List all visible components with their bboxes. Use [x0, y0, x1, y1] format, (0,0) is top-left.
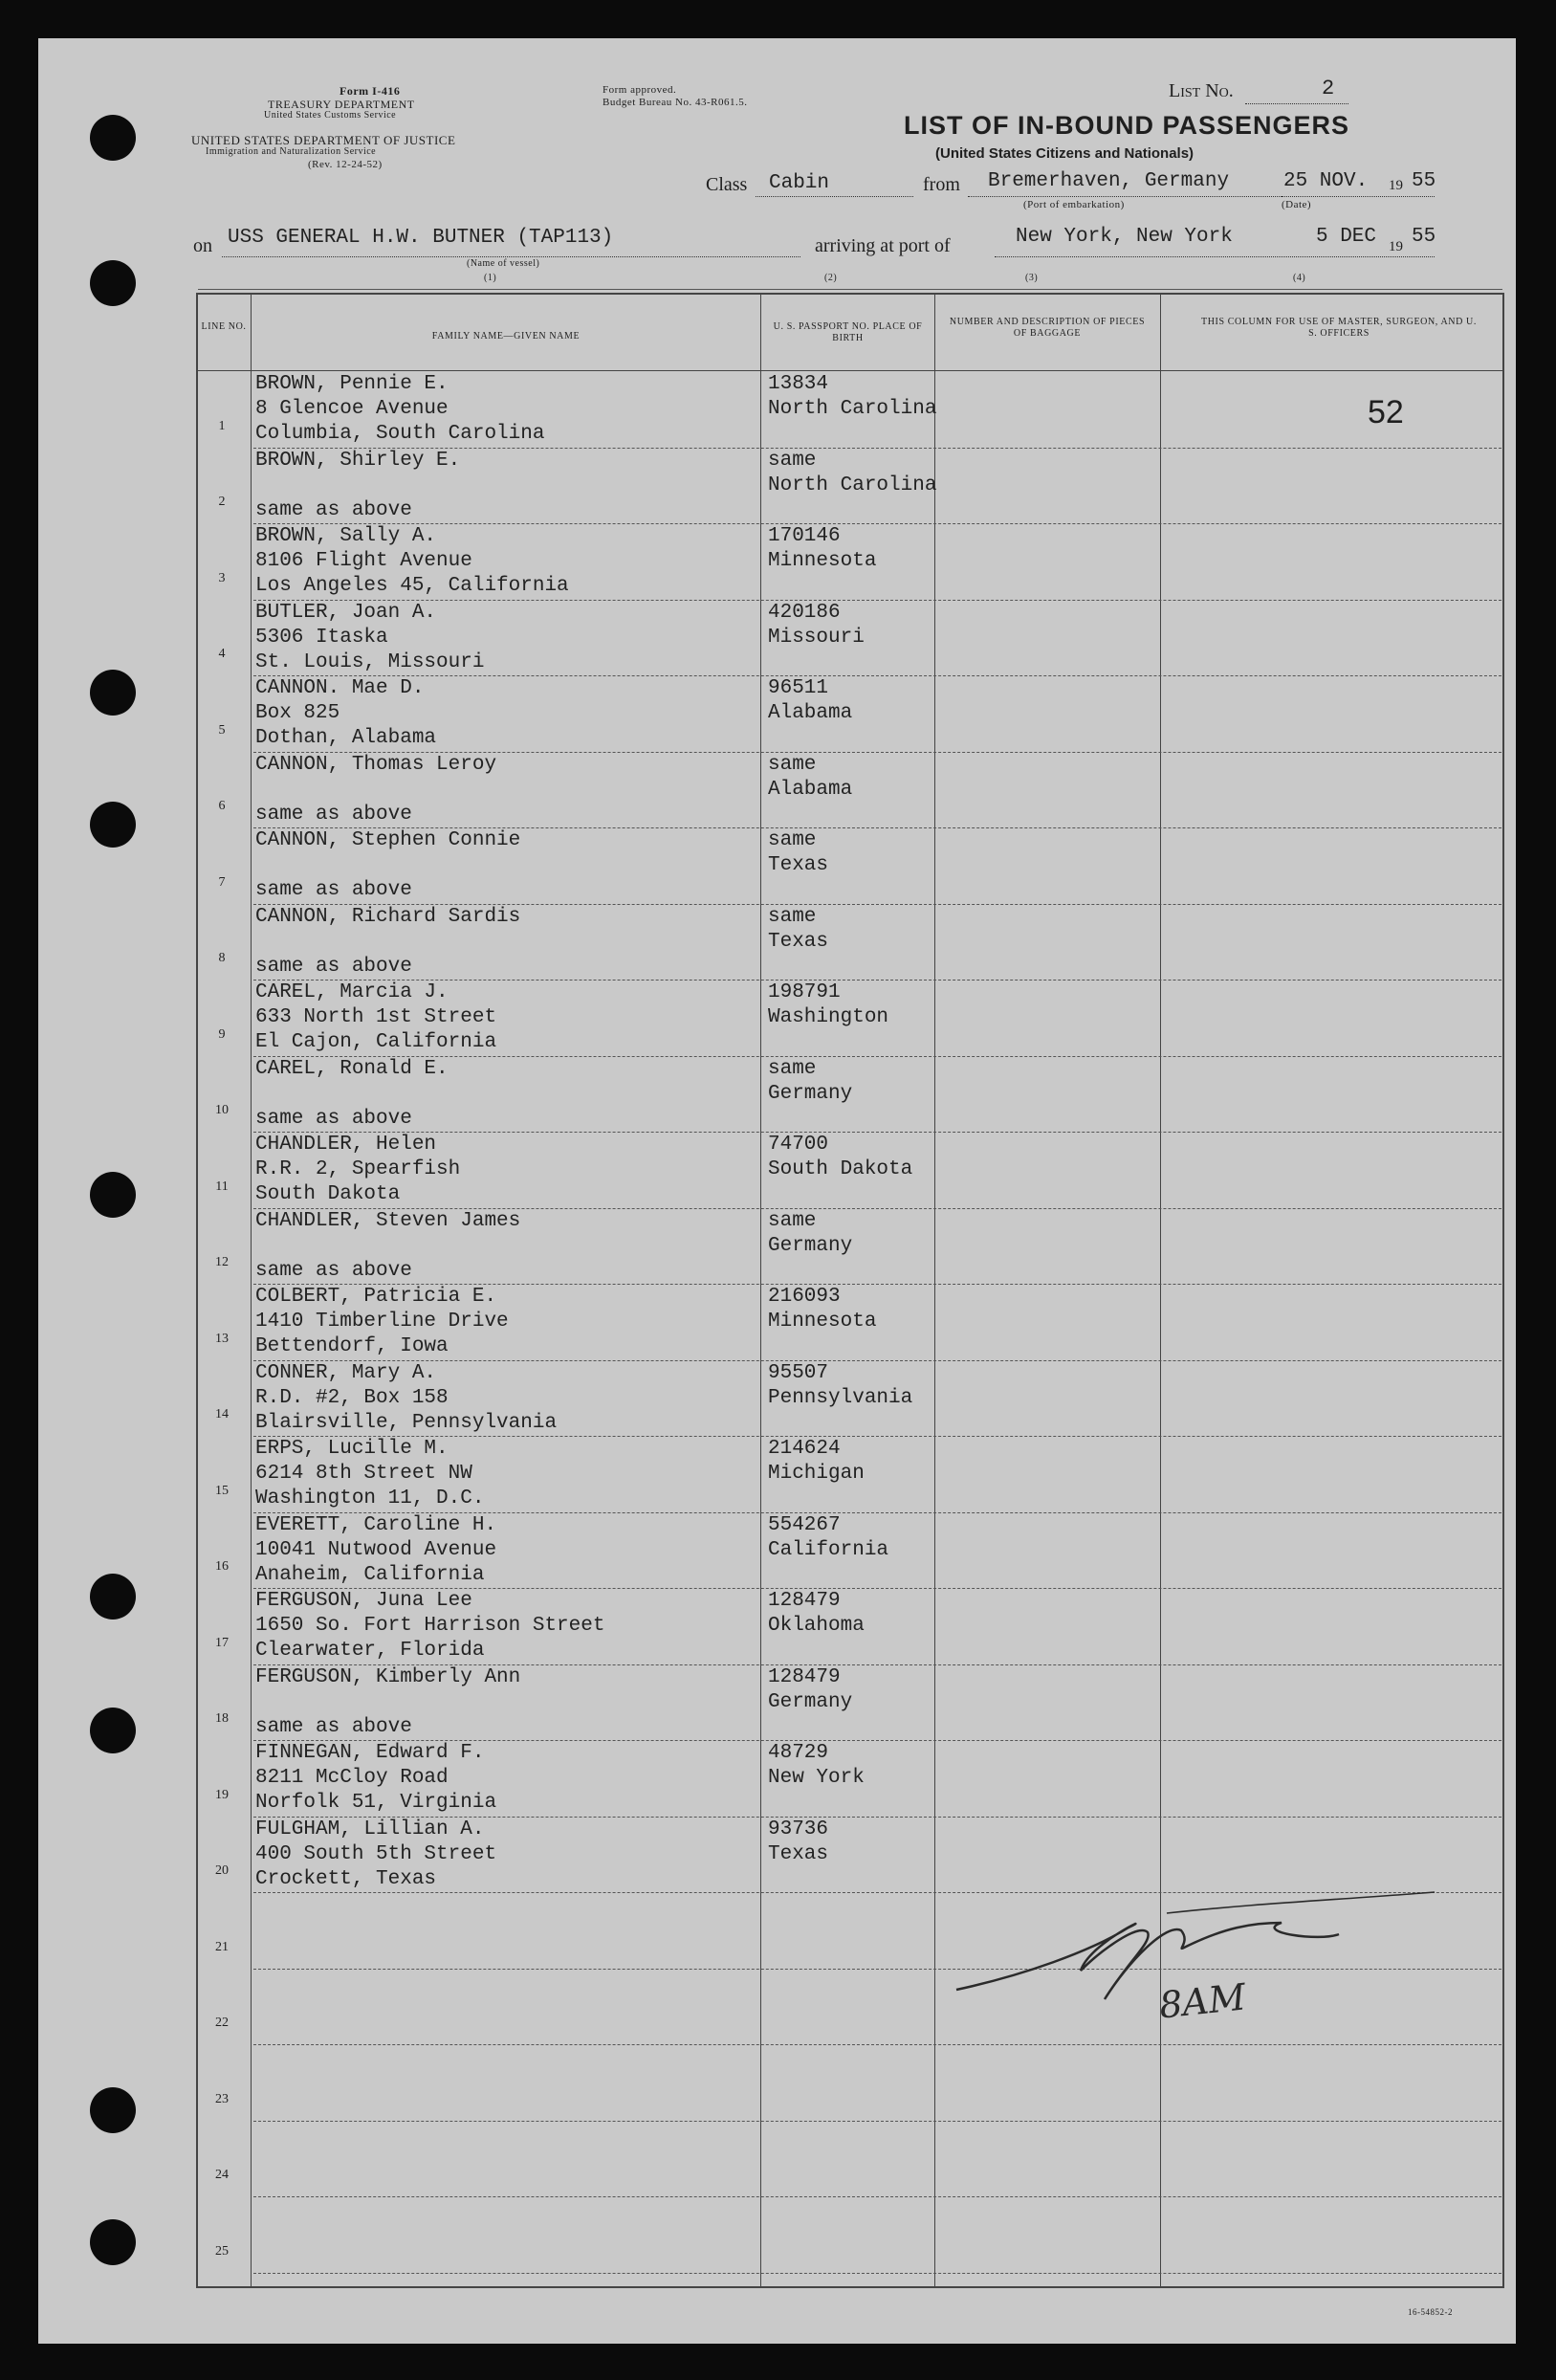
- passport-number: 128479: [768, 1665, 841, 1688]
- form-approved: Form approved.: [603, 84, 677, 96]
- passport-entry: [768, 600, 931, 676]
- passenger-address: 400 South 5th Street: [255, 1842, 497, 1865]
- place-of-birth: Germany: [768, 1234, 853, 1257]
- dept-treasury: TREASURY DEPARTMENT: [268, 98, 415, 111]
- passenger-entry: [255, 1817, 753, 1893]
- passenger-address: 633 North 1st Street: [255, 1006, 497, 1028]
- line-number: 10: [215, 1103, 229, 1117]
- vessel-line: [222, 256, 800, 257]
- passport-number: 170146: [768, 525, 841, 547]
- passenger-address: El Cajon, California: [255, 1031, 497, 1053]
- passenger-address: Crockett, Texas: [255, 1867, 437, 1890]
- passport-entry: [768, 1817, 931, 1893]
- passport-number: 74700: [768, 1134, 829, 1156]
- passport-entry: [768, 675, 931, 752]
- col-num-2: (2): [824, 273, 838, 283]
- passenger-name: CANNON, Thomas Leroy: [255, 753, 497, 776]
- passport-entry: [768, 1892, 931, 1969]
- place-of-birth: Pennsylvania: [768, 1386, 913, 1409]
- embarkation-century: 19: [1389, 178, 1403, 193]
- arrival-century: 19: [1389, 239, 1403, 254]
- passenger-name: CONNER, Mary A.: [255, 1361, 437, 1384]
- document-title: LIST OF IN-BOUND PASSENGERS: [904, 111, 1350, 140]
- passenger-name: CAREL, Marcia J.: [255, 981, 449, 1003]
- passport-entry: [768, 448, 937, 524]
- passport-entry: [768, 1969, 931, 2045]
- arrival-port: New York, New York: [1016, 226, 1233, 248]
- place-of-birth: Alabama: [768, 702, 853, 724]
- port-caption: (Port of embarkation): [1023, 199, 1125, 210]
- col-header-baggage: NUMBER AND DESCRIPTION OF PIECES OF BAGGAGE: [949, 317, 1146, 339]
- from-label: from: [923, 174, 960, 195]
- passport-entry: [768, 2121, 931, 2197]
- passport-number: 48729: [768, 1742, 829, 1764]
- passport-entry: [768, 1056, 931, 1133]
- arriving-label: arriving at port of: [815, 235, 951, 256]
- place-of-birth: Minnesota: [768, 1311, 877, 1333]
- passenger-address: same as above: [255, 1715, 412, 1738]
- form-number: Form I-416: [340, 84, 401, 98]
- passenger-entry: [255, 600, 753, 676]
- passport-entry: [768, 904, 931, 981]
- punch-hole: [90, 802, 136, 848]
- punch-hole: [90, 260, 136, 306]
- place-of-birth: Oklahoma: [768, 1615, 865, 1637]
- signature-initials: 8AM: [1156, 1975, 1248, 2027]
- passenger-entry: [255, 523, 753, 600]
- punch-hole: [90, 115, 136, 161]
- place-of-birth: New York: [768, 1767, 865, 1789]
- passenger-entry: [255, 2044, 753, 2121]
- place-of-birth: Minnesota: [768, 550, 877, 572]
- passenger-entry: [255, 1588, 753, 1664]
- passenger-name: CANNON, Stephen Connie: [255, 829, 521, 851]
- passenger-name: ERPS, Lucille M.: [255, 1438, 449, 1460]
- passport-entry: [768, 1512, 931, 1589]
- on-label: on: [193, 235, 212, 256]
- passenger-address: same as above: [255, 955, 412, 978]
- divider-passport: [934, 293, 935, 2288]
- line-number: 18: [215, 1711, 229, 1726]
- list-no-value: 2: [1322, 77, 1335, 100]
- place-of-birth: Texas: [768, 854, 829, 876]
- passenger-address: R.D. #2, Box 158: [255, 1386, 449, 1409]
- passenger-address: 10041 Nutwood Avenue: [255, 1538, 497, 1561]
- revision: (Rev. 12-24-52): [308, 159, 383, 170]
- place-of-birth: Missouri: [768, 626, 865, 649]
- arrival-year: 55: [1412, 226, 1436, 248]
- dept-justice-sub: Immigration and Naturalization Service: [206, 146, 377, 157]
- passenger-entry: [255, 1436, 753, 1512]
- passenger-address: South Dakota: [255, 1183, 401, 1205]
- dept-treasury-sub: United States Customs Service: [264, 110, 397, 121]
- passport-entry: [768, 1436, 931, 1512]
- list-no-label: List No.: [1169, 80, 1234, 101]
- passport-number: 214624: [768, 1438, 841, 1460]
- class-line: [756, 196, 913, 197]
- line-number: 13: [215, 1331, 229, 1346]
- port-of-embarkation: Bremerhaven, Germany: [988, 170, 1230, 192]
- col-num-4: (4): [1293, 273, 1306, 283]
- date-line: [1282, 196, 1435, 197]
- dept-justice: UNITED STATES DEPARTMENT OF JUSTICE: [191, 133, 456, 147]
- line-number: 23: [215, 2091, 229, 2106]
- line-number: 1: [218, 418, 226, 433]
- passenger-name: FINNEGAN, Edward F.: [255, 1742, 485, 1764]
- place-of-birth: Michigan: [768, 1463, 865, 1485]
- passenger-address: St. Louis, Missouri: [255, 650, 485, 673]
- line-number: 20: [215, 1863, 229, 1878]
- passenger-entry: [255, 448, 753, 524]
- passenger-entry: [255, 827, 753, 904]
- passport-number: same: [768, 449, 817, 472]
- passenger-entry: [255, 1360, 753, 1437]
- embarkation-year: 55: [1412, 170, 1436, 192]
- passport-number: same: [768, 905, 817, 928]
- line-number: 21: [215, 1939, 229, 1954]
- from-line: [968, 196, 1301, 197]
- passenger-entry: [255, 371, 753, 448]
- passenger-name: CAREL, Ronald E.: [255, 1057, 449, 1080]
- punch-hole: [90, 670, 136, 716]
- line-number: 8: [218, 951, 226, 965]
- place-of-birth: South Dakota: [768, 1158, 913, 1180]
- passenger-entry: [255, 1892, 753, 1969]
- passport-number: 95507: [768, 1361, 829, 1384]
- passport-entry: [768, 1132, 931, 1208]
- line-number: 5: [218, 722, 226, 738]
- passenger-name: BUTLER, Joan A.: [255, 601, 437, 624]
- passenger-address: same as above: [255, 1107, 412, 1130]
- passport-entry: [768, 371, 937, 448]
- vessel-name: USS GENERAL H.W. BUTNER (TAP113): [228, 227, 614, 249]
- passenger-address: 1650 So. Fort Harrison Street: [255, 1615, 605, 1637]
- place-of-birth: Washington: [768, 1006, 889, 1028]
- passenger-address: Dothan, Alabama: [255, 727, 437, 749]
- row-rule: [253, 2273, 1501, 2274]
- arrival-date: 5 DEC: [1316, 226, 1377, 248]
- manifest-sheet: [38, 38, 1516, 2344]
- passenger-name: FERGUSON, Kimberly Ann: [255, 1665, 521, 1688]
- col-header-passport: U. S. PASSPORT NO. PLACE OF BIRTH: [773, 321, 923, 343]
- punch-hole: [90, 2219, 136, 2265]
- place-of-birth: Texas: [768, 1842, 829, 1865]
- col-header-line: LINE NO.: [201, 321, 247, 332]
- divider-name: [760, 293, 761, 2288]
- line-number: 22: [215, 2016, 229, 2030]
- passport-entry: [768, 827, 931, 904]
- place-of-birth: North Carolina: [768, 398, 937, 420]
- line-number: 15: [215, 1483, 229, 1498]
- passenger-entry: [255, 1969, 753, 2045]
- passport-number: 554267: [768, 1513, 841, 1536]
- passenger-address: Norfolk 51, Virginia: [255, 1792, 497, 1814]
- line-number: 3: [218, 570, 226, 585]
- col-header-officers: THIS COLUMN FOR USE OF MASTER, SURGEON, AND U. S. OFFICERS: [1201, 317, 1477, 339]
- passenger-entry: [255, 1740, 753, 1817]
- passport-number: 93736: [768, 1818, 829, 1840]
- embarkation-date: 25 NOV.: [1283, 170, 1369, 192]
- passenger-address: 1410 Timberline Drive: [255, 1311, 509, 1333]
- place-of-birth: Germany: [768, 1082, 853, 1105]
- punch-hole: [90, 1708, 136, 1753]
- passenger-name: EVERETT, Caroline H.: [255, 1513, 497, 1536]
- passenger-entry: [255, 752, 753, 828]
- document-subtitle: (United States Citizens and Nationals): [935, 145, 1194, 162]
- passenger-address: Anaheim, California: [255, 1563, 485, 1586]
- place-of-birth: North Carolina: [768, 474, 937, 496]
- passenger-name: FULGHAM, Lillian A.: [255, 1818, 485, 1840]
- passport-number: same: [768, 829, 817, 851]
- passenger-address: Blairsville, Pennsylvania: [255, 1411, 558, 1434]
- passenger-entry: [255, 2196, 753, 2273]
- passport-number: 128479: [768, 1590, 841, 1612]
- line-number: 6: [218, 799, 226, 813]
- passport-number: 13834: [768, 373, 829, 395]
- passport-entry: [768, 523, 931, 600]
- line-number: 9: [218, 1026, 226, 1042]
- passenger-name: CANNON, Richard Sardis: [255, 905, 521, 928]
- passenger-address: Box 825: [255, 702, 340, 724]
- vessel-caption: (Name of vessel): [467, 258, 540, 269]
- line-number: 7: [218, 874, 226, 890]
- line-number: 19: [215, 1787, 229, 1802]
- passport-entry: [768, 1664, 931, 1741]
- passport-entry: [768, 1360, 931, 1437]
- date-caption: (Date): [1282, 199, 1312, 210]
- passport-number: 198791: [768, 981, 841, 1003]
- passport-number: 96511: [768, 677, 829, 699]
- passenger-address: 8 Glencoe Avenue: [255, 398, 449, 420]
- passenger-entry: [255, 904, 753, 981]
- line-number: 16: [215, 1559, 229, 1574]
- passenger-address: same as above: [255, 498, 412, 521]
- passport-number: 420186: [768, 601, 841, 624]
- punch-hole: [90, 1172, 136, 1218]
- form-serial: 16-54852-2: [1408, 2307, 1453, 2317]
- passenger-name: CHANDLER, Steven James: [255, 1209, 521, 1232]
- officer-note: 52: [1368, 394, 1404, 430]
- list-no-line: [1245, 103, 1348, 104]
- passport-entry: [768, 1740, 931, 1817]
- line-number: 4: [218, 647, 226, 661]
- passenger-address: Clearwater, Florida: [255, 1640, 485, 1662]
- passenger-address: 5306 Itaska: [255, 626, 388, 649]
- passenger-name: BROWN, Pennie E.: [255, 373, 449, 395]
- passenger-address: Los Angeles 45, California: [255, 575, 569, 597]
- divider-line: [251, 293, 252, 2288]
- passport-number: same: [768, 1057, 817, 1080]
- passport-entry: [768, 2044, 931, 2121]
- passport-entry: [768, 1284, 931, 1360]
- passenger-entry: [255, 675, 753, 752]
- col-num-3: (3): [1025, 273, 1039, 283]
- arrival-line: [995, 256, 1435, 257]
- passenger-address: 6214 8th Street NW: [255, 1463, 472, 1485]
- passenger-address: 8211 McCloy Road: [255, 1767, 449, 1789]
- passenger-name: FERGUSON, Juna Lee: [255, 1590, 472, 1612]
- passenger-address: Columbia, South Carolina: [255, 423, 545, 445]
- passport-entry: [768, 1588, 931, 1664]
- budget-bureau: Budget Bureau No. 43-R061.5.: [603, 97, 748, 108]
- passport-entry: [768, 2196, 931, 2273]
- passenger-name: BROWN, Sally A.: [255, 525, 437, 547]
- passenger-entry: [255, 1284, 753, 1360]
- passport-entry: [768, 752, 931, 828]
- passport-number: same: [768, 1209, 817, 1232]
- passenger-entry: [255, 2121, 753, 2197]
- col-num-1: (1): [484, 273, 497, 283]
- passenger-name: COLBERT, Patricia E.: [255, 1286, 497, 1308]
- passenger-entry: [255, 1208, 753, 1285]
- passenger-address: same as above: [255, 879, 412, 901]
- passport-number: same: [768, 753, 817, 776]
- line-number: 2: [218, 495, 226, 509]
- line-number: 24: [215, 2168, 229, 2182]
- line-number: 17: [215, 1635, 229, 1650]
- passenger-address: R.R. 2, Spearfish: [255, 1158, 461, 1180]
- place-of-birth: Germany: [768, 1690, 853, 1713]
- passenger-address: 8106 Flight Avenue: [255, 550, 472, 572]
- class-value: Cabin: [769, 172, 830, 194]
- passenger-name: BROWN, Shirley E.: [255, 449, 461, 472]
- passenger-entry: [255, 1056, 753, 1133]
- line-number: 25: [215, 2243, 229, 2259]
- punch-hole: [90, 1574, 136, 1620]
- line-number: 11: [215, 1179, 229, 1194]
- passport-number: 216093: [768, 1286, 841, 1308]
- passport-entry: [768, 1208, 931, 1285]
- passenger-address: same as above: [255, 803, 412, 826]
- punch-hole: [90, 2087, 136, 2133]
- passenger-address: Washington 11, D.C.: [255, 1488, 485, 1510]
- line-number: 14: [215, 1407, 229, 1421]
- col-header-name: FAMILY NAME—GIVEN NAME: [431, 331, 581, 342]
- place-of-birth: Alabama: [768, 778, 853, 801]
- passenger-name: CANNON. Mae D.: [255, 677, 425, 699]
- passenger-entry: [255, 1132, 753, 1208]
- place-of-birth: California: [768, 1538, 889, 1561]
- passenger-name: CHANDLER, Helen: [255, 1134, 437, 1156]
- line-number: 12: [215, 1255, 229, 1269]
- place-of-birth: Texas: [768, 930, 829, 953]
- passenger-entry: [255, 1664, 753, 1741]
- passenger-entry: [255, 1512, 753, 1589]
- passenger-address: same as above: [255, 1259, 412, 1282]
- passport-entry: [768, 980, 931, 1056]
- class-label: Class: [706, 174, 748, 195]
- passenger-address: Bettendorf, Iowa: [255, 1335, 449, 1357]
- passenger-entry: [255, 980, 753, 1056]
